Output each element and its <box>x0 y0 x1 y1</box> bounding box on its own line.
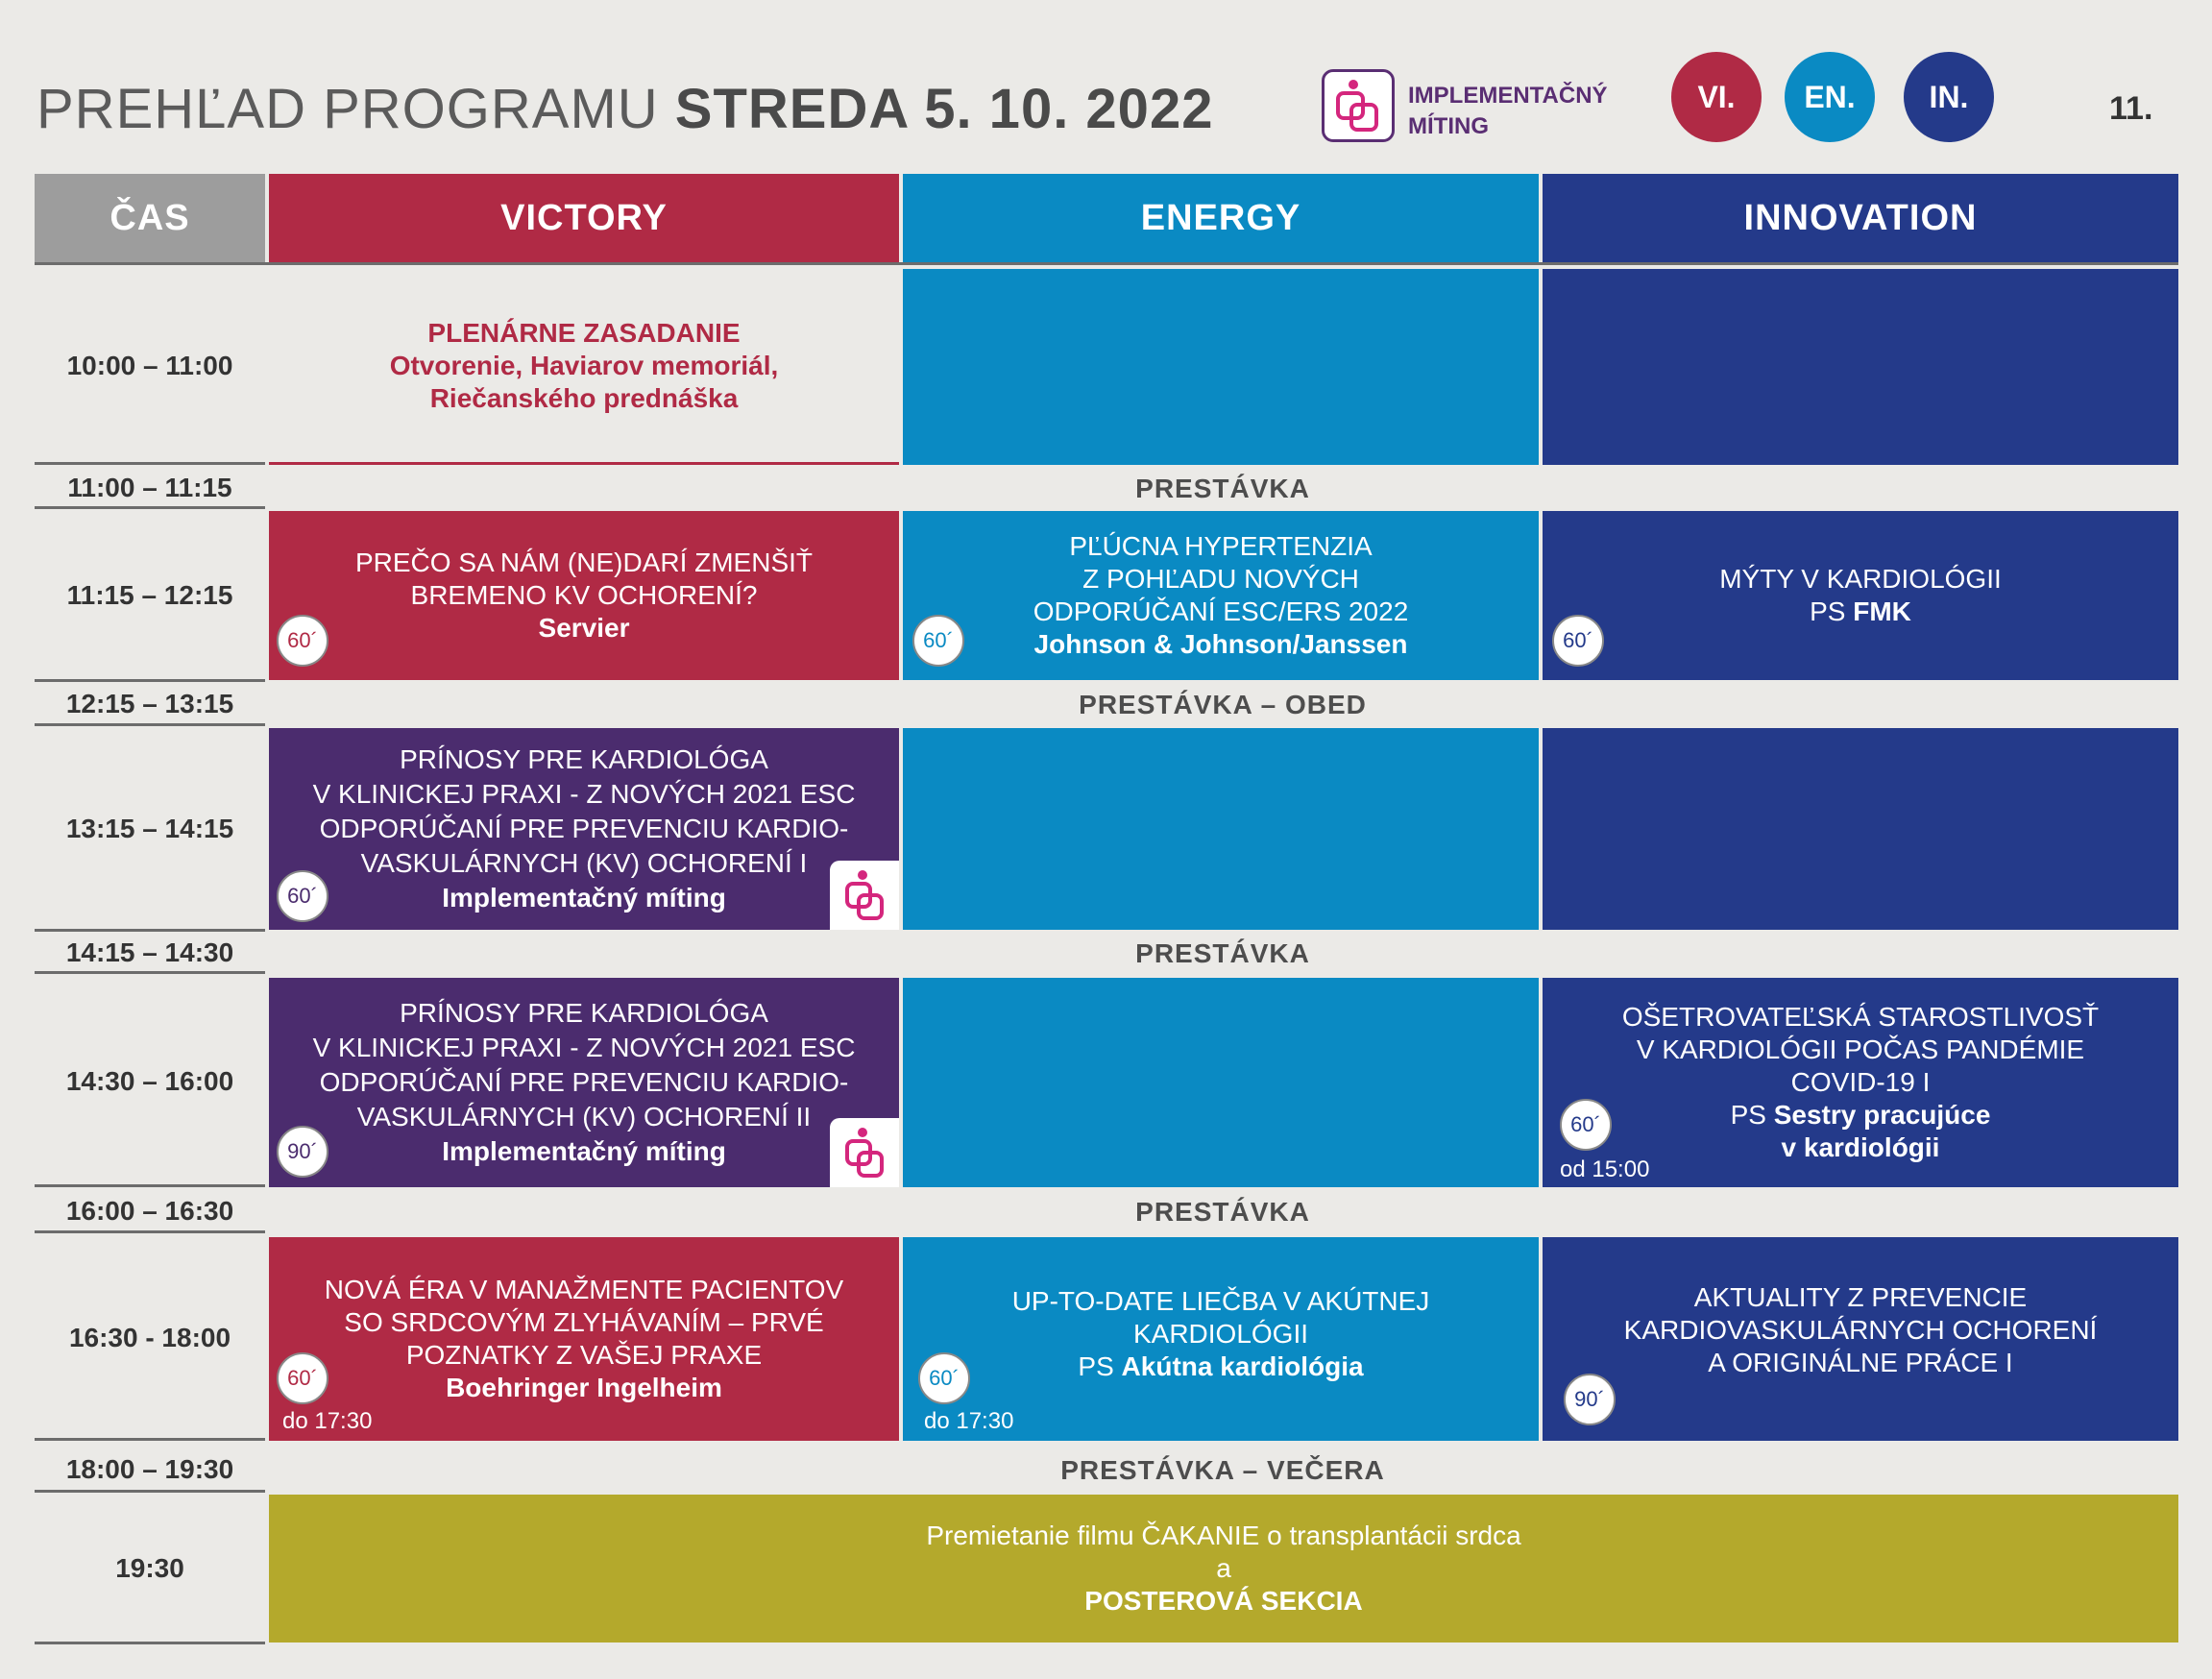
duration-badge: 60´ <box>277 870 328 922</box>
session-victory-1315 <box>269 728 899 930</box>
session-sponsor: Sestry pracujúce <box>1773 1100 1991 1130</box>
implementacny-logo-icon <box>1322 69 1395 142</box>
brand-text <box>1408 81 1608 142</box>
break-label: PRESTÁVKA – VEČERA <box>1060 1455 1385 1485</box>
plenary-line: Riečanského prednáška <box>429 382 739 413</box>
session-sponsor: Servier <box>538 613 630 643</box>
session-victory-1430 <box>269 978 899 1187</box>
session-title: V KLINICKEJ PRAXI - Z NOVÝCH 2021 ESC <box>312 779 856 809</box>
session-title: PRÍNOSY PRE KARDIOLÓGA <box>400 744 768 774</box>
duration-badge: 60´ <box>277 615 328 667</box>
session-evening <box>269 1495 2178 1642</box>
session-title: KARDIOLÓGII <box>1132 1319 1309 1349</box>
session-title: PREČO SA NÁM (NE)DARÍ ZMENŠIŤ <box>354 548 814 577</box>
session-title: OŠETROVATEĽSKÁ STAROSTLIVOSŤ <box>1621 1002 2100 1032</box>
session-title: UP-TO-DATE LIEČBA V AKÚTNEJ <box>1011 1286 1430 1316</box>
session-title: a <box>1216 1553 1231 1583</box>
session-title: V KARDIOLÓGII POČAS PANDÉMIE <box>1636 1034 2085 1064</box>
title-light: PREHĽAD PROGRAMU <box>36 78 659 140</box>
session-title: POSTEROVÁ SEKCIA <box>1084 1586 1363 1616</box>
time-slot: 11:15 – 12:15 <box>35 511 265 682</box>
break-label: PRESTÁVKA <box>1135 938 1310 968</box>
session-sponsor-line <box>1078 1350 1363 1383</box>
session-sponsor: Johnson & Johnson/Janssen <box>1033 629 1408 659</box>
energy-empty-block <box>903 978 1539 1187</box>
ps-prefix: PS <box>1730 1100 1766 1130</box>
session-victory-1115 <box>269 511 899 680</box>
column-header-energy: ENERGY <box>903 174 1539 262</box>
time-slot: 16:00 – 16:30 <box>35 1191 265 1233</box>
session-title: PRÍNOSY PRE KARDIOLÓGA <box>400 998 768 1028</box>
session-sponsor-line <box>1810 596 1911 628</box>
session-title: POZNATKY Z VAŠEJ PRAXE <box>405 1340 763 1370</box>
session-title: Z POHĽADU NOVÝCH <box>1082 564 1359 594</box>
plenary-title: PLENÁRNE ZASADANIE <box>427 317 741 348</box>
time-slot: 12:15 – 13:15 <box>35 684 265 726</box>
column-header-time: ČAS <box>35 174 265 262</box>
innovation-empty-block <box>1543 269 2178 465</box>
session-title: PĽÚCNA HYPERTENZIA <box>1069 531 1373 561</box>
page-title <box>36 77 1213 141</box>
column-header-innovation: INNOVATION <box>1543 174 2178 262</box>
session-title: KARDIOVASKULÁRNYCH OCHORENÍ <box>1623 1315 2098 1345</box>
session-title: VASKULÁRNYCH (KV) OCHORENÍ II <box>356 1102 812 1132</box>
brand-line2: MÍTING <box>1408 113 1489 139</box>
duration-badge: 60´ <box>277 1352 328 1404</box>
plenary-session <box>269 269 899 465</box>
time-slot: 11:00 – 11:15 <box>35 469 265 509</box>
session-sponsor: Implementačný míting <box>442 1136 726 1166</box>
session-sponsor: v kardiológii <box>1781 1132 1940 1162</box>
break-label: PRESTÁVKA – OBED <box>1079 690 1367 719</box>
implementacny-logo-icon <box>830 861 899 930</box>
session-sponsor-line <box>1731 1099 1991 1132</box>
session-sponsor: Implementačný míting <box>442 883 726 912</box>
innovation-empty-block <box>1543 728 2178 930</box>
title-date: STREDA 5. 10. 2022 <box>674 78 1214 140</box>
session-energy-1115 <box>903 511 1539 680</box>
session-title: SO SRDCOVÝM ZLYHÁVANÍM – PRVÉ <box>344 1307 824 1337</box>
session-title: NOVÁ ÉRA V MANAŽMENTE PACIENTOV <box>324 1275 844 1304</box>
time-slot: 14:30 – 16:00 <box>35 978 265 1187</box>
time-slot: 16:30 - 18:00 <box>35 1237 265 1441</box>
column-header-victory: VICTORY <box>269 174 899 262</box>
time-note: do 17:30 <box>924 1408 1014 1434</box>
session-sponsor: FMK <box>1853 596 1911 626</box>
session-title: COVID-19 I <box>1790 1067 1931 1097</box>
time-slot: 14:15 – 14:30 <box>35 934 265 974</box>
session-title: Premietanie filmu ČAKANIE o transplantácii srdca <box>926 1521 1521 1550</box>
time-slot: 19:30 <box>35 1495 265 1644</box>
header-divider <box>35 262 2178 265</box>
session-sponsor: Akútna kardiológia <box>1121 1351 1364 1381</box>
break-label: PRESTÁVKA <box>1135 1197 1310 1227</box>
plenary-line: Otvorenie, Haviarov memoriál, <box>389 350 779 380</box>
session-title: BREMENO KV OCHORENÍ? <box>410 580 758 610</box>
session-title: V KLINICKEJ PRAXI - Z NOVÝCH 2021 ESC <box>312 1033 856 1062</box>
energy-empty-block <box>903 728 1539 930</box>
time-slot: 10:00 – 11:00 <box>35 269 265 465</box>
time-slot: 13:15 – 14:15 <box>35 728 265 932</box>
implementacny-logo-icon <box>830 1118 899 1187</box>
duration-badge: 90´ <box>1564 1374 1616 1425</box>
duration-badge: 60´ <box>912 615 964 667</box>
hall-badge-energy: EN. <box>1785 52 1875 142</box>
session-title: ODPORÚČANÍ PRE PREVENCIU KARDIO- <box>319 814 849 843</box>
session-title: ODPORÚČANÍ ESC/ERS 2022 <box>1033 596 1409 626</box>
session-title: MÝTY V KARDIOLÓGII <box>1719 564 2002 594</box>
duration-badge: 60´ <box>1552 615 1604 667</box>
session-title: ODPORÚČANÍ PRE PREVENCIU KARDIO- <box>319 1067 849 1097</box>
session-title: AKTUALITY Z PREVENCIE <box>1693 1282 2028 1312</box>
break-label: PRESTÁVKA <box>1135 474 1310 503</box>
hall-badge-victory: VI. <box>1671 52 1762 142</box>
duration-badge: 90´ <box>277 1126 328 1178</box>
duration-badge: 60´ <box>1560 1099 1612 1151</box>
session-sponsor: Boehringer Ingelheim <box>446 1373 722 1402</box>
session-title: A ORIGINÁLNE PRÁCE I <box>1708 1348 2013 1377</box>
page-number: 11. <box>2109 90 2153 127</box>
duration-badge: 60´ <box>918 1352 970 1404</box>
session-innovation-1630 <box>1543 1237 2178 1441</box>
ps-prefix: PS <box>1078 1351 1114 1381</box>
energy-empty-block <box>903 269 1539 465</box>
hall-badge-innovation: IN. <box>1904 52 1994 142</box>
session-title: VASKULÁRNYCH (KV) OCHORENÍ I <box>360 848 808 878</box>
ps-prefix: PS <box>1810 596 1846 626</box>
time-slot: 18:00 – 19:30 <box>35 1448 265 1493</box>
time-note: od 15:00 <box>1560 1156 1650 1182</box>
time-note: do 17:30 <box>282 1408 373 1434</box>
brand-line1: IMPLEMENTAČNÝ <box>1408 83 1608 109</box>
session-innovation-1115 <box>1543 511 2178 680</box>
